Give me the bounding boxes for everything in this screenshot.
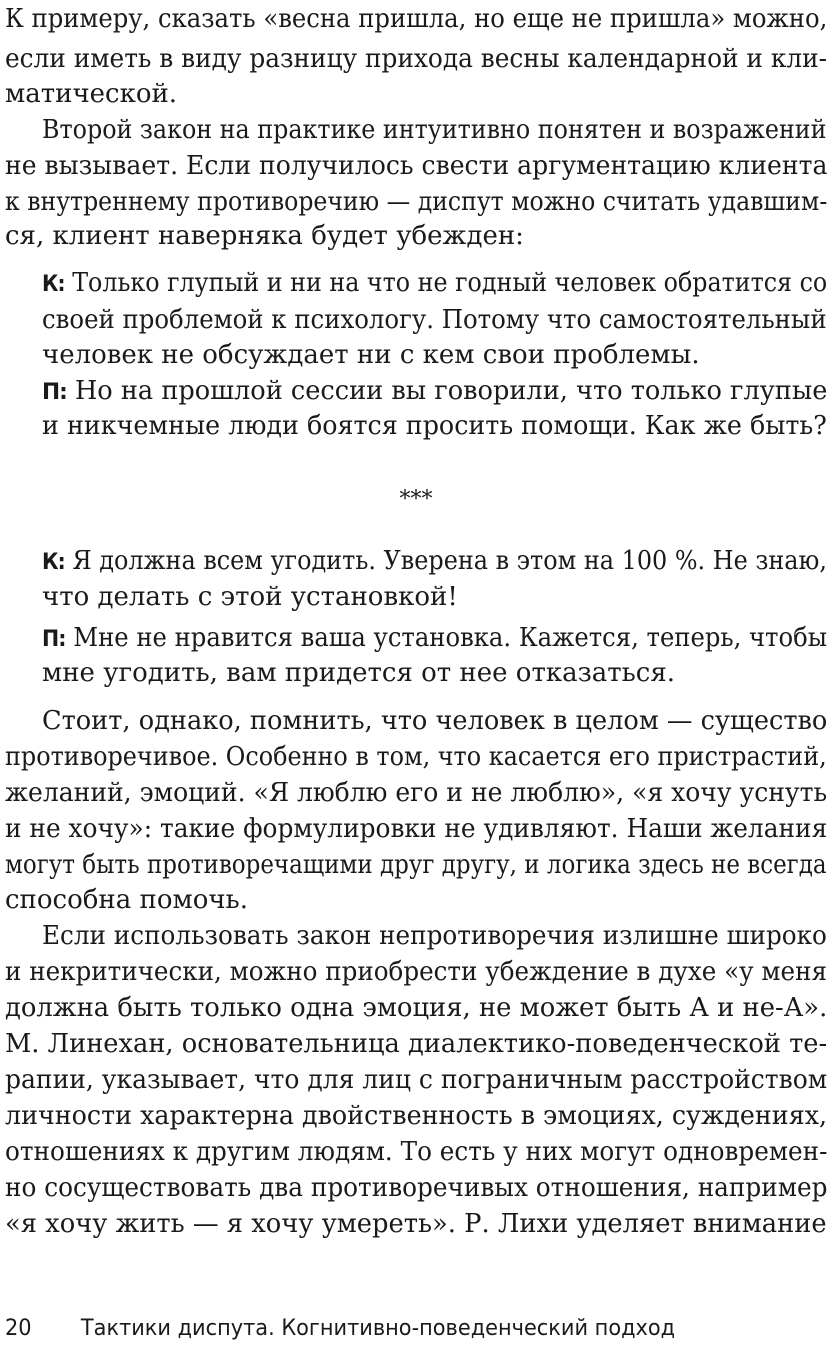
text-line: рапии, указывает, что для лиц с пограничным расстройством	[5, 1065, 828, 1095]
text-line: могут быть противоречащими друг другу, и логика здесь не всегда	[5, 850, 827, 880]
dialogue-line: и никчемные люди боятся просить помощи. Как же быть?	[42, 411, 827, 441]
dialogue-text: Я должна всем угодить. Уверена в этом на 100 %. Не знаю,	[72, 546, 827, 576]
text-line: способна помочь.	[5, 885, 248, 915]
dialogue-line: мне угодить, вам придется от нее отказаться.	[42, 658, 676, 688]
text-line: Если использовать закон непротиворечия излишне широко	[42, 921, 827, 951]
speaker-label: К:	[42, 272, 65, 297]
dialogue-text: Но на прошлой сессии вы говорили, что только глупые	[74, 376, 828, 406]
speaker-label: П:	[42, 380, 67, 405]
text-line: матической.	[5, 79, 178, 109]
section-separator: ***	[399, 487, 433, 512]
text-line: к внутреннему противоречию — диспут можно считать удавшим-	[5, 187, 828, 217]
dialogue-text: Только глупый и ни на что не годный человек обратится со	[72, 268, 828, 298]
dialogue-line	[42, 548, 827, 574]
dialogue-line	[42, 625, 827, 651]
text-line: но сосуществовать два противоречивых отношения, например	[5, 1173, 828, 1203]
text-line: не вызывает. Если получилось свести аргументацию клиента	[5, 151, 828, 181]
running-title: Тактики диспута. Когнитивно-поведенческий подход	[80, 1316, 676, 1341]
dialogue-line: человек не обсуждает ни с кем свои проблемы.	[42, 340, 700, 370]
text-line: и некритически, можно приобрести убеждение в духе «у меня	[5, 957, 828, 987]
text-line: «я хочу жить — я хочу умереть». Р. Лихи уделяет внимание	[5, 1209, 827, 1239]
page-footer	[5, 1318, 675, 1340]
text-line: и не хочу»: такие формулировки не удивляют. Наши желания	[5, 814, 828, 844]
text-line: личности характерна двойственность в эмоциях, суждениях,	[5, 1101, 828, 1131]
page-number: 20	[5, 1316, 32, 1341]
text-line: должна быть только одна эмоция, не может быть А и не-А».	[5, 993, 828, 1023]
speaker-label: П:	[42, 627, 66, 652]
dialogue-text: Мне не нравится ваша установка. Кажется, теперь, чтобы	[73, 623, 828, 653]
book-page	[5, 0, 827, 1352]
text-line: желаний, эмоций. «Я люблю его и не люблю», «я хочу уснуть	[5, 778, 828, 808]
text-line: К примеру, сказать «весна пришла, но еще не пришла» можно,	[5, 4, 828, 34]
text-line: Второй закон на практике интуитивно понятен и возражений	[42, 115, 827, 145]
text-line: ся, клиент наверняка будет убежден:	[5, 221, 524, 251]
text-line: М. Линехан, основательница диалектико-поведенческой те-	[5, 1029, 828, 1059]
text-line: отношениях к другим людям. То есть у них могут одновремен-	[5, 1137, 828, 1167]
dialogue-line	[42, 270, 827, 296]
text-line: противоречивое. Особенно в том, что касается его пристрастий,	[5, 742, 827, 772]
dialogue-line: что делать с этой установкой!	[42, 582, 458, 612]
dialogue-line: своей проблемой к психологу. Потому что самостоятельный	[42, 305, 827, 335]
text-line: Стоит, однако, помнить, что человек в целом — существо	[42, 706, 828, 736]
dialogue-line	[42, 378, 827, 404]
speaker-label: К:	[42, 550, 65, 575]
text-line: если иметь в виду разницу прихода весны календарной и кли-	[5, 44, 827, 74]
